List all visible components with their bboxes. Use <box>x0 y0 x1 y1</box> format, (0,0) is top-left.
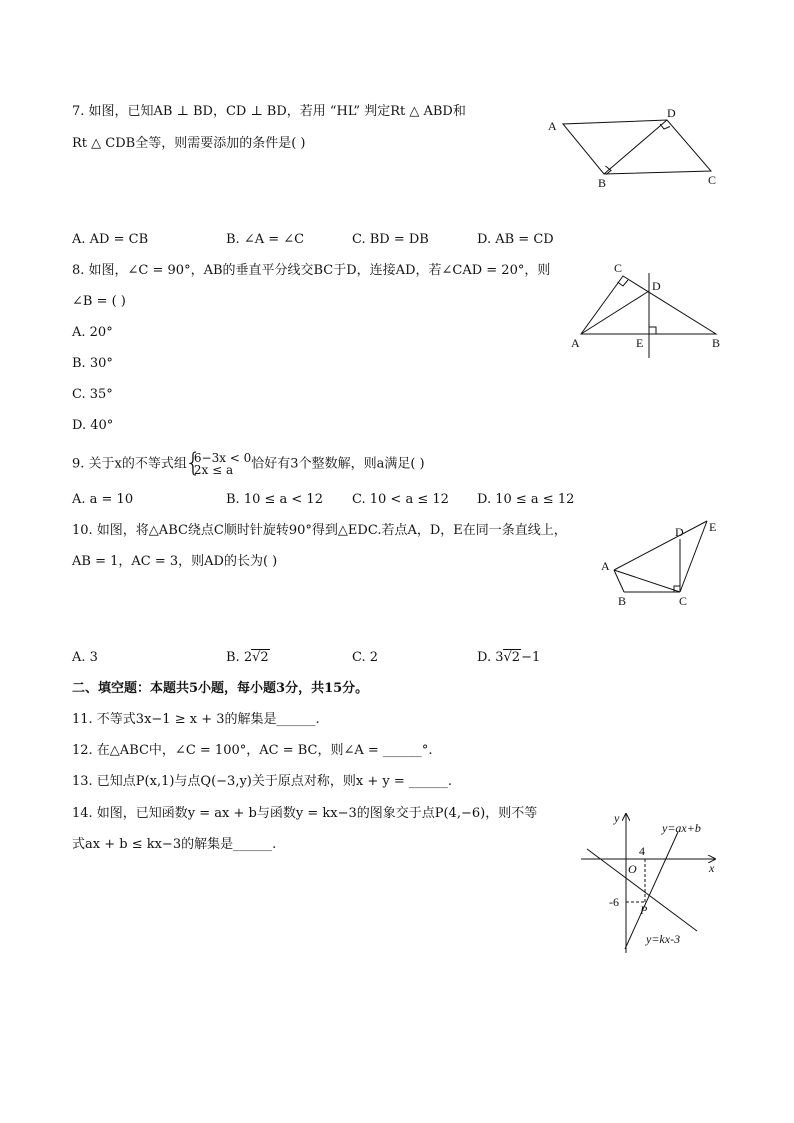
q13-stem: 13. 已知点P(x,1)与点Q(−3,y)关于原点对称，则x + y = ______. <box>72 774 452 789</box>
q8-option-b: B. 30° <box>72 356 113 371</box>
q14-label-line-kx-minus-3: y=kx-3 <box>646 932 681 946</box>
q10-option-a: A. 3 <box>72 650 98 665</box>
q14-line-kx-minus-3 <box>587 849 697 931</box>
q9-inequality-2: 2x ≤ a <box>193 463 234 477</box>
q14-label-line-ax-plus-b: y=ax+b <box>662 821 701 835</box>
q8-stem-line2: ∠B = ( ) <box>72 294 126 309</box>
q8-label-d: D <box>652 279 661 293</box>
q10-option-b-radical: √2 <box>252 650 269 665</box>
q10-option-b <box>226 649 270 667</box>
q10-segment-ac <box>614 570 680 592</box>
q10-option-b-radicand: 2 <box>260 650 269 665</box>
q7-label-a: A <box>548 119 557 133</box>
q10-option-b-coef: B. 2 <box>226 650 253 665</box>
q7-quadrilateral <box>563 120 711 174</box>
q7-diagonal-bd <box>604 120 667 174</box>
q14-stem-line1: 14. 如图，已知函数y = ax + b与函数y = kx−3的图象交于点P(4,−6)，则不等 <box>72 806 538 821</box>
q10-option-d-radical: √2 <box>503 650 521 665</box>
q9-option-c: C. 10 < a ≤ 12 <box>352 492 449 507</box>
q7-option-b: B. ∠A = ∠C <box>226 232 305 247</box>
q10-option-c: C. 2 <box>352 650 379 665</box>
q10-stem-line2: AB = 1，AC = 3，则AD的长为( ) <box>72 554 278 569</box>
q7-stem-line2: Rt △ CDB全等，则需要添加的条件是( ) <box>72 136 306 151</box>
q7-option-a: A. AD = CB <box>72 232 149 247</box>
q7-label-b: B <box>598 176 607 190</box>
q8-figure <box>565 255 730 360</box>
q9-option-b: B. 10 ≤ a < 12 <box>226 492 323 507</box>
section-2-heading: 二、填空题：本题共5小题，每小题3分，共15分。 <box>72 681 369 696</box>
q7-stem-line1: 7. 如图，已知AB ⊥ BD，CD ⊥ BD，若用 “HL” 判定Rt △ ABD和 <box>72 104 466 119</box>
q10-label-a: A <box>601 559 610 573</box>
q10-option-d <box>477 649 540 667</box>
q10-figure <box>595 515 725 610</box>
q10-label-c: C <box>679 594 688 608</box>
q9-prefix: 9. 关于x的不等式组 <box>72 456 187 472</box>
q14-tick-neg6: -6 <box>609 895 619 909</box>
q9-inequality-1: { 6−3x < 0 <box>193 451 252 465</box>
q12-stem: 12. 在△ABC中，∠C = 100°，AC = BC，则∠A = ______°. <box>72 743 433 758</box>
q8-label-e: E <box>636 336 644 350</box>
q8-stem-line1: 8. 如图，∠C = 90°，AB的垂直平分线交BC于D，连接AD，若∠CAD = 20°，则 <box>72 263 551 278</box>
q10-label-b: B <box>618 594 627 608</box>
q7-option-d: D. AB = CD <box>477 232 554 247</box>
q9-stem <box>72 452 425 477</box>
q7-label-d: D <box>667 106 676 120</box>
q14-stem-line2: 式ax + b ≤ kx−3的解集是______. <box>72 837 277 852</box>
q10-stem-line1: 10. 如图，将△ABC绕点C顺时针旋转90°得到△EDC.若点A，D，E在同一条直线上， <box>72 523 567 538</box>
q7-label-c: C <box>708 173 717 187</box>
q10-label-d: D <box>675 525 684 539</box>
q14-label-x-axis: x <box>709 861 715 875</box>
q9-inequality-system <box>187 452 251 476</box>
q7-option-c: C. BD = DB <box>352 232 429 247</box>
q9-option-a: A. a = 10 <box>72 492 134 507</box>
q10-option-d-tail: −1 <box>521 650 541 665</box>
q14-label-p: P <box>640 903 648 917</box>
q14-label-y-axis: y <box>614 811 620 825</box>
q8-label-c: C <box>614 261 623 275</box>
q8-label-b: B <box>712 336 721 350</box>
q8-segment-ad <box>581 291 649 334</box>
q10-option-d-coef: D. 3 <box>477 650 504 665</box>
q8-option-a: A. 20° <box>72 325 113 340</box>
q14-graph <box>575 805 725 960</box>
q8-option-d: D. 40° <box>72 418 114 433</box>
q7-figure <box>540 100 730 192</box>
q10-label-e: E <box>709 520 717 534</box>
q11-stem: 11. 不等式3x−1 ≥ x + 3的解集是______. <box>72 712 320 727</box>
q10-option-d-radicand: 2 <box>511 650 521 665</box>
q14-label-origin: O <box>628 862 637 876</box>
q10-line-ade <box>614 521 707 570</box>
q9-option-d: D. 10 ≤ a ≤ 12 <box>477 492 575 507</box>
q9-suffix: 恰好有3个整数解，则a满足( ) <box>251 456 425 472</box>
q8-right-angle-e <box>649 327 656 334</box>
q8-option-c: C. 35° <box>72 387 113 402</box>
q14-tick-4: 4 <box>639 844 645 858</box>
q10-segment-ec <box>680 521 707 592</box>
q8-label-a: A <box>571 336 580 350</box>
